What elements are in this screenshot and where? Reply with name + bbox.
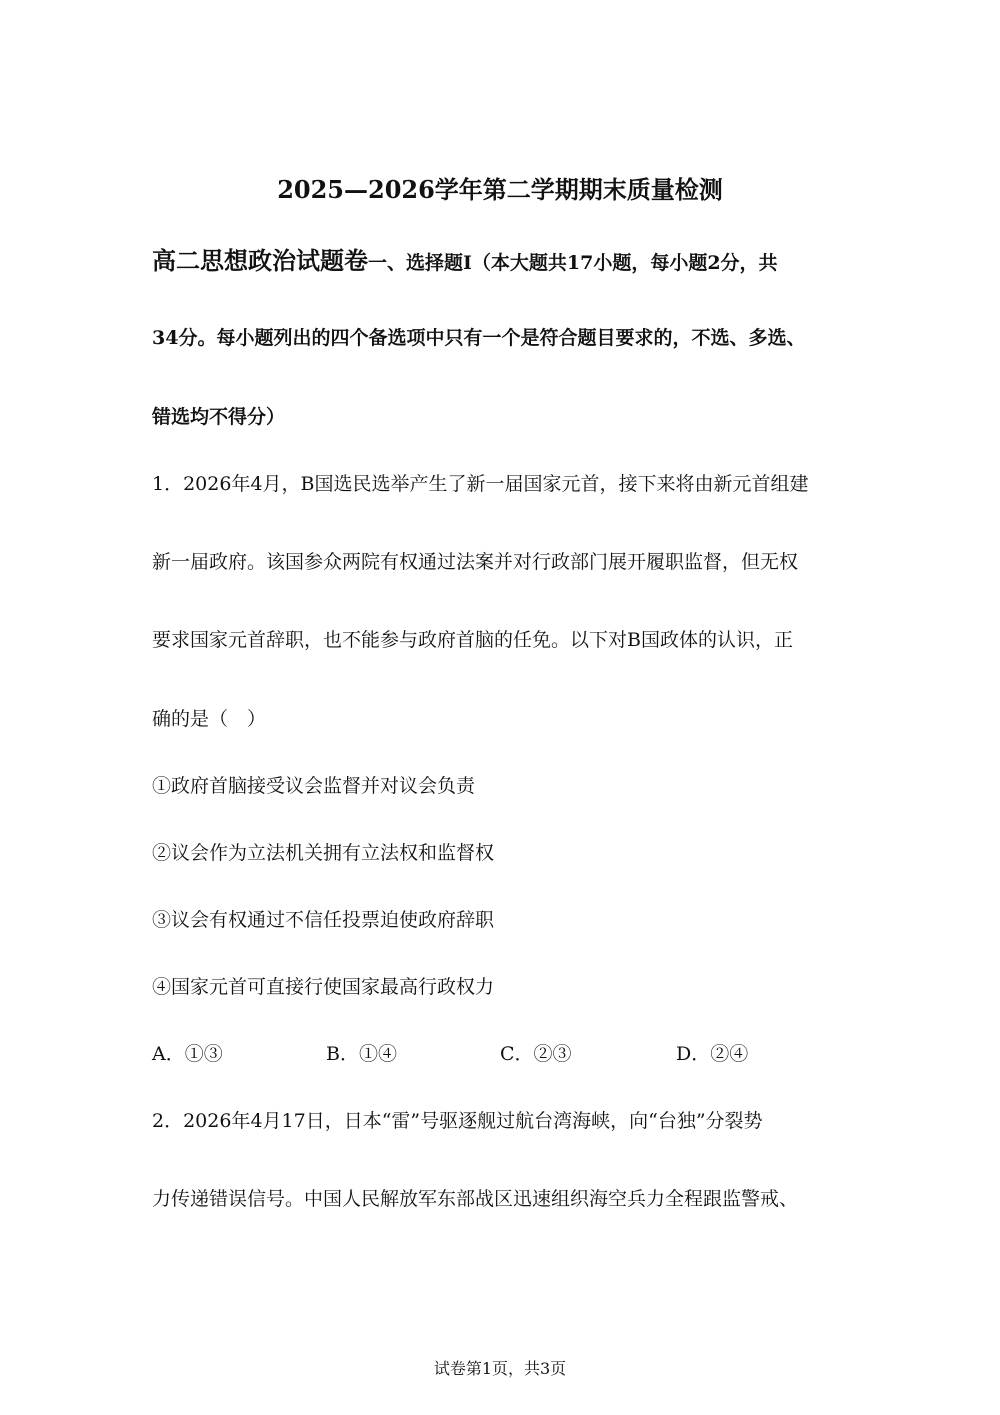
section-heading-line-1: 一、选择题Ⅰ（本大题共17小题，每小题2分，共 <box>368 252 778 274</box>
q1-choice-c[interactable]: C．②③ <box>500 1043 572 1065</box>
q2-stem-line-1: 2．2026年4月17日，日本“雷”号驱逐舰过航台湾海峡，向“台独”分裂势 <box>152 1110 763 1132</box>
section-heading-line-2: 34分。每小题列出的四个备选项中只有一个是符合题目要求的，不选、多选、 <box>152 327 806 349</box>
section-heading-line-3: 错选均不得分） <box>152 406 286 428</box>
q1-stem-line-2: 新一届政府。该国参众两院有权通过法案并对行政部门展开履职监督，但无权 <box>152 551 799 573</box>
subject-title: 高二思想政治试题卷 <box>152 246 368 275</box>
subject-and-section-line <box>152 241 778 276</box>
exam-title: 2025—2026学年第二学期期末质量检测 <box>277 175 723 204</box>
q1-statement-4: ④国家元首可直接行使国家最高行政权力 <box>152 976 495 998</box>
q1-statement-2: ②议会作为立法机关拥有立法权和监督权 <box>152 842 495 864</box>
q1-stem-line-4: 确的是（ ） <box>152 708 267 730</box>
q2-stem-line-2: 力传递错误信号。中国人民解放军东部战区迅速组织海空兵力全程跟监警戒、 <box>152 1188 799 1210</box>
q1-statement-3: ③议会有权通过不信任投票迫使政府辞职 <box>152 909 495 931</box>
q1-choice-b[interactable]: B．①④ <box>326 1043 397 1065</box>
q1-stem-line-1: 1．2026年4月，B国选民选举产生了新一届国家元首，接下来将由新元首组建 <box>152 473 809 495</box>
page-footer: 试卷第1页，共3页 <box>433 1359 567 1378</box>
q1-choice-d[interactable]: D．②④ <box>676 1043 749 1065</box>
q1-choice-a[interactable]: A．①③ <box>152 1043 223 1065</box>
q1-statement-1: ①政府首脑接受议会监督并对议会负责 <box>152 775 476 797</box>
q1-stem-line-3: 要求国家元首辞职，也不能参与政府首脑的任免。以下对B国政体的认识，正 <box>152 629 793 651</box>
